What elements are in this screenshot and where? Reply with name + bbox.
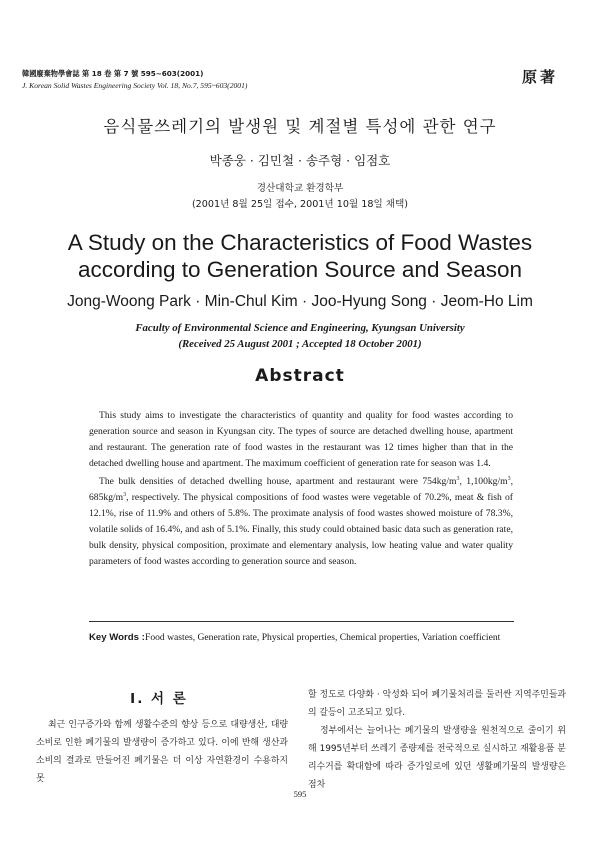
body-paragraph: 최근 인구증가와 함께 생활수준의 향상 등으로 대량생산, 대량소비로 인한 폐기물의 발생량이 증가하고 있다. 이에 반해 생산과 소비의 결과로 만들어진 폐기물은 더 이상 자연환경이 수용하지 못 [36,720,288,784]
superscript: 3 [456,475,460,482]
body-column-left [36,716,288,788]
dates-korean: (2001년 8월 25일 접수, 2001년 10월 18일 채택) [191,199,409,210]
title-english-line2: according to Generation Source and Season [77,257,523,282]
journal-name-korean: 韓國廢棄物學會誌 第 18 卷 第 7 號 595~603(2001) [22,69,204,78]
keywords-text: Food wastes, Generation rate, Physical properties, Chemical properties, Variation coefficient [145,632,501,643]
authors-korean: 박종웅 · 김민철 · 송주형 · 임점호 [209,153,391,168]
section-heading-introduction: Ⅰ. 서 론 [130,691,188,707]
abstract-text: , 1,100kg/m [459,476,508,487]
abstract-text: , 685kg/m [89,476,513,503]
abstract-text: , respectively. The physical compositions of food wastes were vegetable of 70.2%, meat & fish of 12.1%, rise of 11.9% and others of 5.8%. The proximate analysis of food wastes showed moisture of 78.3%, volatile solids of 16.4%, and ash of 5.1%. Finally, this study could obtained basic data such as generation rate, bulk density, physical composition, proximate and elementary analysis, low heating value and water quality parameters of food wastes according to generation source and season. [89,492,513,567]
body-column-right [308,686,566,794]
title-english-line1: A Study on the Characteristics of Food Wastes [67,230,533,255]
journal-header [22,68,247,92]
superscript: 3 [123,491,127,498]
body-paragraph: 정부에서는 늘어나는 폐기물의 발생량을 원천적으로 줄이기 위해 1995년부터 쓰레기 종량제를 전국적으로 실시하고 재활용품 분리수거를 확대함에 따라 증가일로에 있던 생활폐기물의 발생량은 점차 [308,726,566,790]
page-number: 595 [293,789,307,799]
abstract-text: The bulk densities of detached dwelling house, apartment and restaurant were 754kg/m [99,476,457,487]
title-english [0,229,600,283]
abstract-paragraph-1: This study aims to investigate the characteristics of quantity and quality for food wastes according to generation source and season in Kyungsan city. The types of source are detached dwelling house, apartment and restaurant. The generation rate of food wastes in the restaurant was 12 times higher than that in the detached dwelling house and apartment. The maximum coefficient of generation rate for season was 1.4. [89,410,513,469]
abstract-heading: Abstract [255,366,345,386]
affiliation-english-block [0,320,600,352]
article-type-badge: 原著 [521,68,558,86]
keywords-label: Key Words : [89,632,145,643]
abstract-body [89,408,513,570]
authors-english: Jong-Woong Park · Min-Chul Kim · Joo-Hyung Song · Jeom-Ho Lim [67,293,533,310]
affiliation-korean: 경산대학교 환경학부 [256,183,344,194]
superscript: 3 [507,475,511,482]
journal-name-english: J. Korean Solid Wastes Engineering Society Vol. 18, No.7, 595~603(2001) [22,81,248,90]
keywords-divider [89,621,514,622]
affiliation-english: Faculty of Environmental Science and Engineering, Kyungsan University [135,322,465,334]
abstract-paragraph-2 [89,474,513,570]
title-korean: 음식물쓰레기의 발생원 및 계절별 특성에 관한 연구 [103,117,497,136]
body-paragraph: 할 정도로 다양화 · 악성화 되어 폐기물처리를 둘러싼 지역주민들과의 갈등이 고조되고 있다. [308,690,566,718]
dates-english: (Received 25 August 2001 ; Accepted 18 October 2001) [178,338,422,350]
